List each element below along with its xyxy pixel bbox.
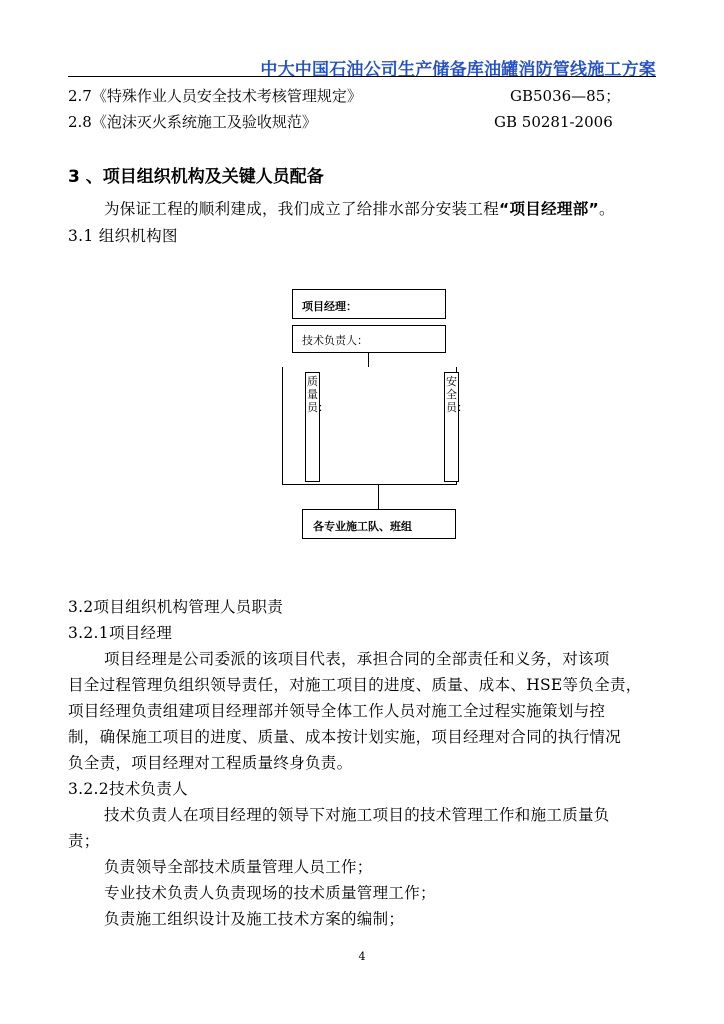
document-header-title: 中大中国石油公司生产储备库油罐消防管线施工方案	[260, 60, 656, 80]
section-3-intro-post: 。	[599, 200, 615, 218]
pm-paragraph-line-3: 项目经理负责组建项目经理部并领导全体工作人员对施工全过程实施策划与控	[68, 702, 606, 720]
tl-duty-2: 专业技术负责人负责现场的技术质量管理工作；	[104, 884, 436, 902]
header-rule	[68, 76, 656, 77]
section-3-2-1-heading: 3.2.1项目经理	[68, 624, 173, 642]
org-box-teams	[302, 509, 456, 539]
tl-paragraph-line-2: 责；	[68, 832, 100, 850]
page-number: 4	[358, 950, 366, 963]
section-3-intro	[104, 197, 615, 219]
reference-2-8-code: GB 50281-2006	[494, 113, 613, 131]
org-box-quality	[305, 372, 329, 482]
section-3-2-2-heading: 3.2.2技术负责人	[68, 780, 188, 798]
reference-2-7-code: GB5036—85；	[510, 87, 621, 105]
org-box-tech-lead	[292, 325, 446, 353]
org-box-manager	[292, 289, 446, 319]
pm-paragraph-line-1: 项目经理是公司委派的该项目代表，承担合同的全部责任和义务，对该项	[104, 650, 610, 668]
org-connector-vertical	[368, 353, 369, 367]
section-3-intro-bold: “项目经理部”	[499, 200, 599, 218]
tl-paragraph-line-1: 技术负责人在项目经理的领导下对施工项目的技术管理工作和施工质量负	[104, 806, 610, 824]
org-label-tech-lead: 技术负责人：	[302, 334, 368, 347]
section-3-2-heading: 3.2项目组织机构管理人员职责	[68, 598, 284, 616]
pm-paragraph-line-4: 制，确保施工项目的进度、质量、成本按计划实施，项目经理对合同的执行情况	[68, 728, 622, 746]
reference-2-7: 2.7《特殊作业人员安全技术考核管理规定》	[68, 87, 362, 105]
org-label-manager: 项目经理：	[302, 300, 357, 313]
section-3-1-heading: 3.1 组织机构图	[68, 227, 178, 245]
section-3-intro-pre: 为保证工程的顺利建成，我们成立了给排水部分安装工程	[104, 200, 500, 218]
tl-duty-1: 负责领导全部技术质量管理人员工作；	[104, 858, 373, 876]
org-label-teams: 各专业施工队、班组	[313, 520, 412, 533]
pm-paragraph-line-2: 目全过程管理负组织领导责任，对施工项目的进度、质量、成本、HSE等负全责，	[68, 676, 642, 694]
org-label-safety: 安全员：	[446, 375, 468, 414]
org-label-quality: 质量员：	[307, 375, 329, 414]
section-3-heading: 3 、项目组织机构及关键人员配备	[68, 167, 324, 187]
org-box-safety	[444, 372, 468, 482]
pm-paragraph-line-5: 负全责，项目经理对工程质量终身负责。	[68, 754, 353, 772]
reference-2-8: 2.8《泡沫灭火系统施工及验收规范》	[68, 113, 317, 131]
tl-duty-3: 负责施工组织设计及施工技术方案的编制；	[104, 910, 405, 928]
org-connector-to-teams	[378, 485, 379, 509]
